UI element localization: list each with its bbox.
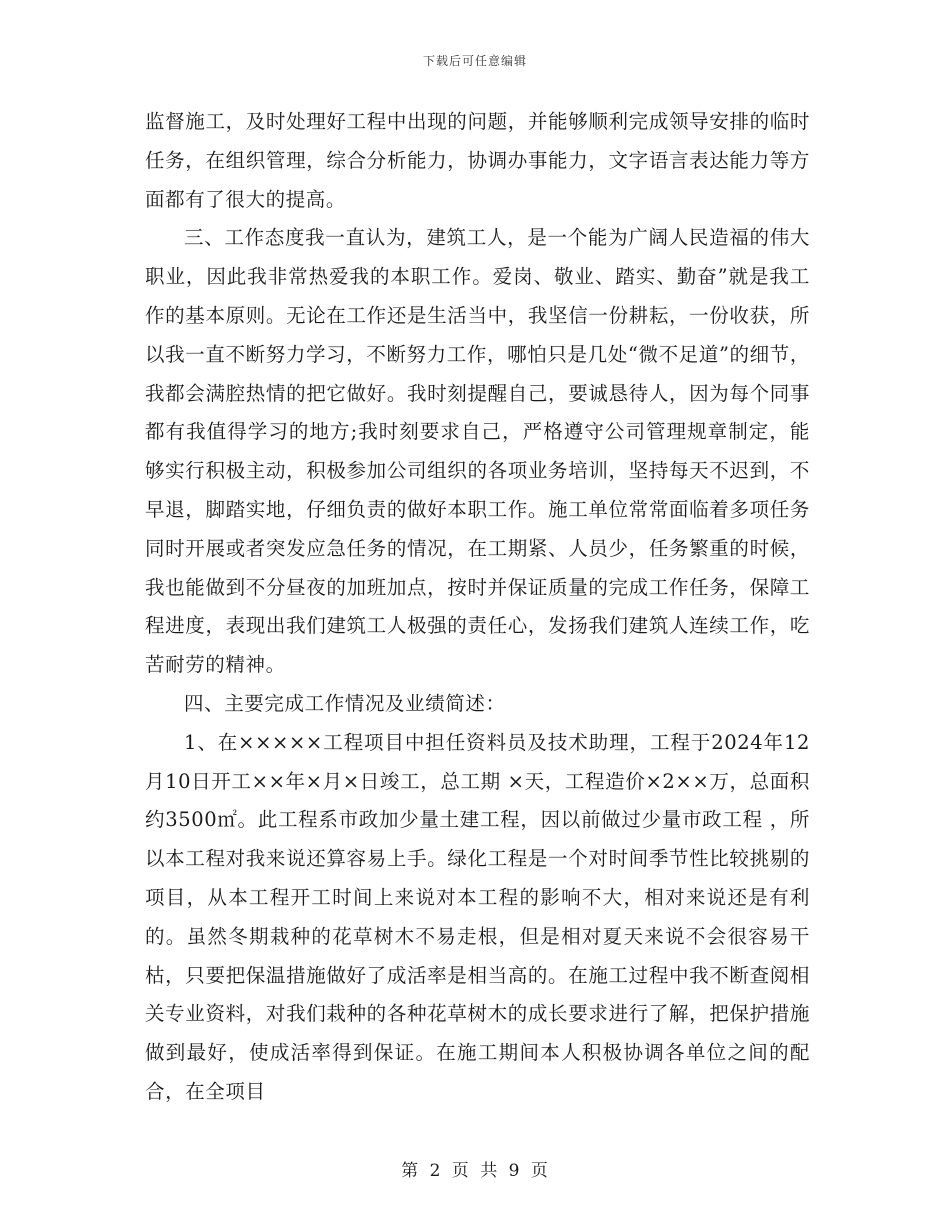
section-heading-main-work: 四、主要完成工作情况及业绩简述： — [184, 691, 506, 715]
page-header: 下载后可任意编辑 — [422, 54, 527, 68]
paragraph-work-attitude: 三、工作态度我一直认为，建筑工人，是一个能为广阔人民造福的伟大职业，因此我非常热爱我的本职工作。爱岗、敬业、踏实、勤奋”就是我工作的基本原则。无论在工作还是生活当中，我坚信一份耕耘，一份收获，所以我一直不断努力学习，不断努力工作，哪怕只是几处“微不足道”的细节，我都会满腔热情的把它做好。我时刻提醒自己，要诚恳待人，因为每个同事都有我值得学习的地方;我时刻要求自己，严格遵守公司管理规章制定，能够实行积极主动，积极参加公司组织的各项业务培训，坚持每天不迟到，不早退，脚踏实地，仔细负责的做好本职工作。施工单位常常面临着多项任务同时开展或者突发应急任务的情况，在工期紧、人员少，任务繁重的时候，我也能做到不分昼夜的加班加点，按时并保证质量的完成工作任务，保障工程进度，表现出我们建筑工人极强的责任心，发扬我们建筑人连续工作，吃苦耐劳的精神。 — [145, 226, 810, 677]
paragraph-project-one: 1、在×××××工程项目中担任资料员及技术助理，工程于2024年12月10日开工××年×月×日竣工，总工期 ×天，工程造价×2××万，总面积约3500㎡。此工程系市政加少量土建工程，因以前做过少量市政工程 ，所以本工程对我来说还算容易上手。绿化工程是一个对时间季节性比较挑剔的项目，从本工程开工时间上来说对本工程的影响不大，相对来说还是有利的。虽然冬期栽种的花草树木不易走根，但是相对夏天来说不会很容易干枯，只要把保温措施做好了成活率是相当高的。在施工过程中我不断查阅相关专业资料，对我们栽种的各种花草树木的成长要求进行了解，把保护措施做到最好，使成活率得到保证。在施工期间本人积极协调各单位之间的配合，在全项目 — [145, 730, 810, 1103]
page-number-footer: 第 2 页 共 9 页 — [401, 1161, 549, 1181]
document-body — [145, 103, 810, 1112]
paragraph-continuation: 监督施工，及时处理好工程中出现的问题，并能够顺利完成领导安排的临时任务，在组织管理，综合分析能力，协调办事能力，文字语言表达能力等方面都有了很大的提高。 — [145, 110, 810, 211]
